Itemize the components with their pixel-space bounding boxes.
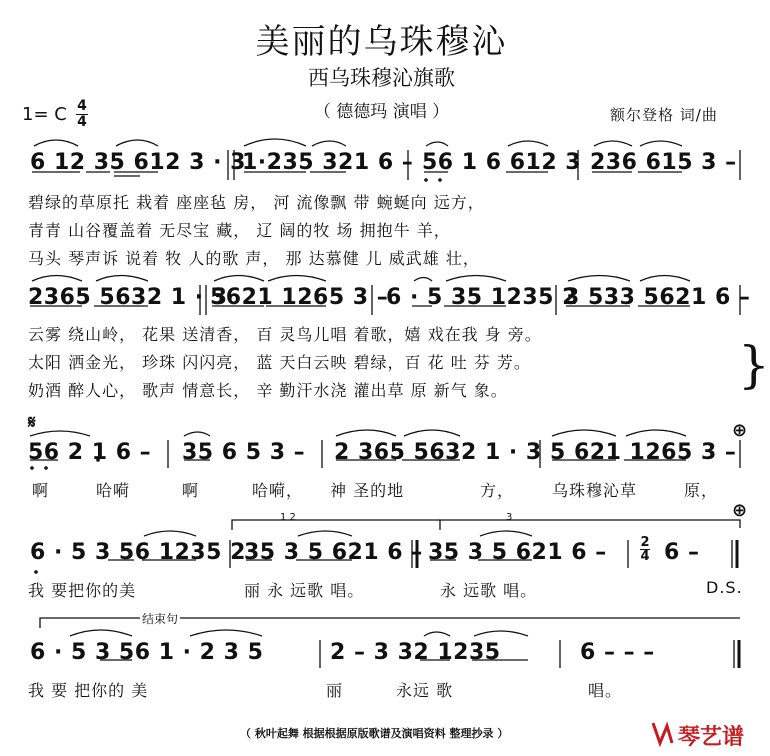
lyric-row-3-f: 方， — [480, 481, 515, 500]
lyric-row-3-b: 哈嗬 — [96, 481, 131, 500]
time-change — [640, 536, 650, 563]
bar-7: 6 · 5 35 1235 2 — [386, 285, 578, 310]
lyric-row-5-a: 我 要 把你的 美 — [28, 681, 149, 700]
lyric-row-1-verse-2: 青青 山谷覆盖着 无尽宝 藏， 辽 阔的牧 场 拥抱牛 羊， — [28, 221, 451, 240]
bar-14: 35 3 5 621 6 – — [244, 540, 423, 565]
lyric-row-4-b: 丽 永 远歌 唱。 — [244, 581, 365, 600]
key-signature: 1= C — [22, 104, 67, 125]
transcription-credit: （ 秋叶起舞 根据根据原版歌谱及演唱资料 整理抄录 ） — [240, 727, 509, 740]
bar-8: 3 533 5621 6 – — [564, 285, 751, 310]
bar-9: 56 2 1 6 – — [28, 440, 152, 465]
lyric-row-4-c: 永 远歌 唱。 — [440, 581, 538, 600]
volta-1-2-label: 1 2 — [280, 512, 296, 523]
bar-15: 35 3 5 621 6 – — [428, 540, 607, 565]
composer-credit: 额尔登格 词/曲 — [610, 106, 718, 124]
lyric-row-1-verse-3: 马头 琴声诉 说着 牧 人的歌 声， 那 达慕健 儿 威武雄 壮， — [28, 249, 480, 268]
bar-3: 56 1 6 612 3 — [422, 150, 582, 175]
volta-3-label: 3 — [506, 512, 513, 523]
ending-label: 结束句 — [142, 612, 179, 626]
bar-18: 2 – 3 32 1235 — [330, 640, 501, 665]
segno-sign: 𝄋 — [28, 412, 36, 433]
logo-icon — [650, 718, 676, 748]
lyric-row-2-verse-1: 云雾 绕山岭， 花果 送清香， 百 灵鸟儿唱 着歌，嬉 戏在我 身 旁。 — [28, 325, 542, 344]
lyric-row-3-a: 啊 — [32, 481, 50, 500]
bar-4: 236 615 3 – — [590, 150, 737, 175]
lyric-row-2-verse-3: 奶酒 醉人心， 歌声 情意长， 辛 勤汗水浇 灌出草 原 新气 象。 — [28, 381, 508, 400]
time-signature-bottom: 4 — [77, 114, 87, 130]
time-signature-top: 4 — [77, 98, 87, 114]
coda-sign-top: ⊕ — [732, 420, 748, 441]
lyric-row-3-h: 原， — [684, 481, 719, 500]
bar-5: 2365 5632 1 · 3 — [28, 285, 228, 310]
coda-sign-bottom: ⊕ — [732, 500, 748, 521]
da-segno: D.S. — [706, 578, 743, 597]
time-change-bottom: 4 — [640, 549, 650, 564]
verse-brace: } — [738, 336, 770, 394]
lyric-row-4-a: 我 要把你的美 — [28, 581, 137, 600]
bar-12: 5 621 1265 3 – — [550, 440, 737, 465]
singer-credit: （ 德德玛 演唱 ） — [313, 102, 450, 122]
lyric-row-3-e: 神 圣的地 — [330, 481, 405, 500]
lyric-row-5-c: 永远 歌 — [396, 681, 454, 700]
lyric-row-1-verse-1: 碧绿的草原托 栽着 座座毡 房， 河 流像飘 带 蜿蜒向 远方， — [28, 193, 485, 212]
lyric-row-5-b: 丽 — [326, 681, 344, 700]
bar-16: 6 – — [664, 540, 700, 565]
lyric-row-2-verse-2: 太阳 洒金光， 珍珠 闪闪亮， 蓝 天白云映 碧绿，百 花 吐 芬 芳。 — [28, 353, 531, 372]
bar-19: 6 – – – — [580, 640, 655, 665]
bar-13: 6 · 5 3 56 1235 2 — [30, 540, 246, 565]
bar-6: 5621 1265 3 – — [210, 285, 389, 310]
lyric-row-3-c: 啊 — [182, 481, 200, 500]
lyric-row-3-d: 哈嗬， — [252, 481, 304, 500]
bar-2: 1·235 321 6 – — [242, 150, 414, 175]
lyric-row-5-d: 唱。 — [588, 681, 623, 700]
bar-11: 2 365 5632 1 · 3 — [334, 440, 542, 465]
time-change-top: 2 — [640, 535, 650, 550]
song-subtitle: 西乌珠穆沁旗歌 — [308, 66, 455, 90]
bar-1: 6 12 35 612 3 · 3 — [30, 150, 246, 175]
site-logo-text: 琴艺谱 — [678, 725, 745, 750]
bar-17: 6 · 5 3 56 1 · 2 3 5 — [30, 640, 264, 665]
bar-10: 35 6 5 3 – — [182, 440, 306, 465]
lyric-row-3-g: 乌珠穆沁草 — [552, 481, 638, 500]
song-title: 美丽的乌珠穆沁 — [255, 22, 508, 62]
